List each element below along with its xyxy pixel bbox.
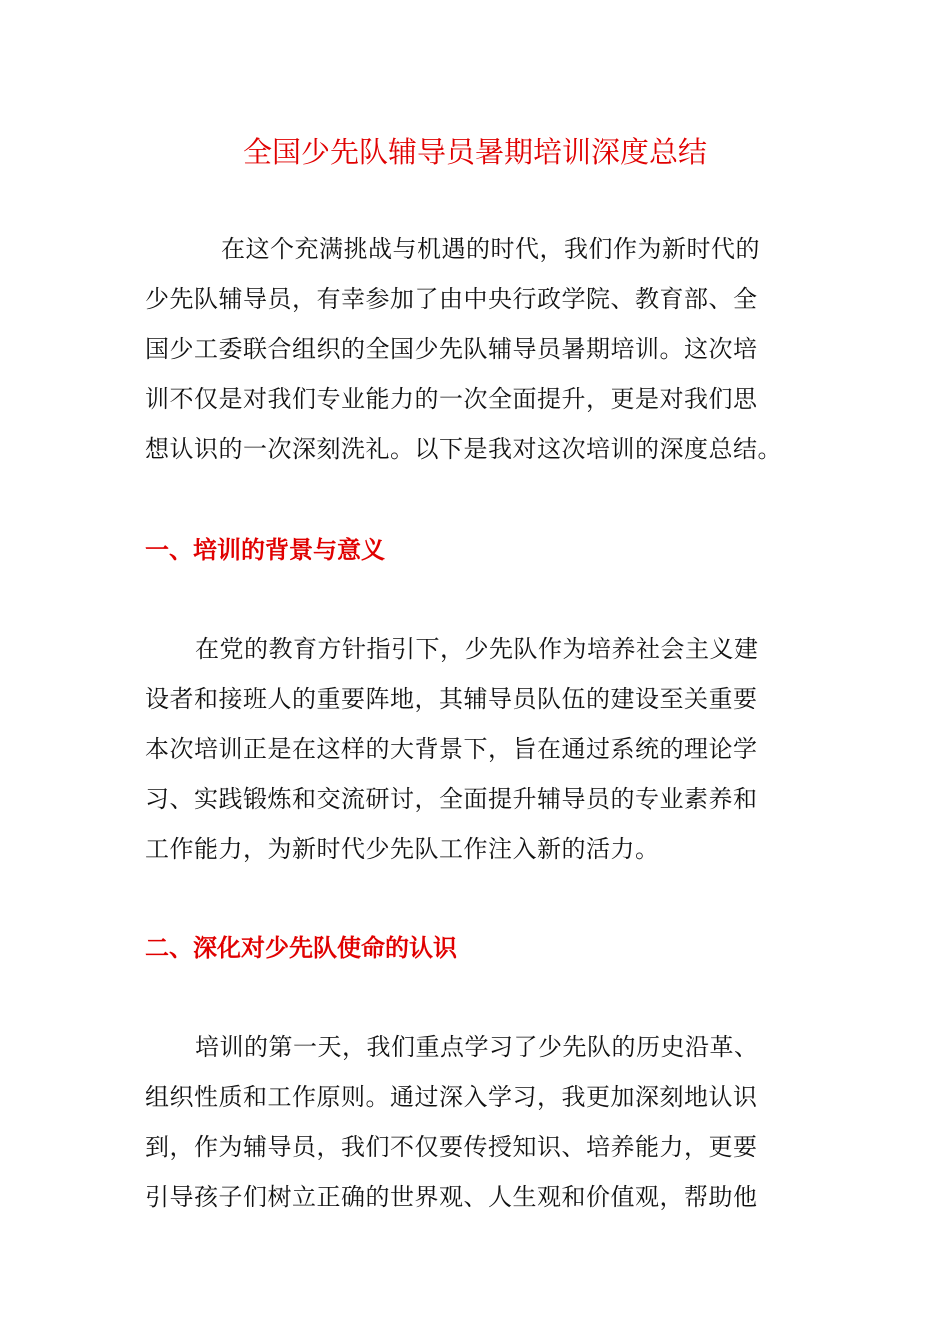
section-2-line-2: 组织性质和工作原则。通过深入学习，我更加深刻地认识 <box>145 1083 758 1111</box>
section-2-heading: 二、深化对少先队使命的认识 <box>145 934 457 962</box>
section-1-line-4: 习、实践锻炼和交流研讨，全面提升辅导员的专业素养和 <box>145 785 758 813</box>
section-1-line-1: 在党的教育方针指引下，少先队作为培养社会主义建 <box>195 635 759 663</box>
section-2-line-4: 引导孩子们树立正确的世界观、人生观和价值观，帮助他 <box>145 1183 758 1211</box>
intro-line-1: 在这个充满挑战与机遇的时代，我们作为新时代的 <box>221 235 760 263</box>
section-1-line-3: 本次培训正是在这样的大背景下，旨在通过系统的理论学 <box>145 735 758 763</box>
section-2-line-3: 到，作为辅导员，我们不仅要传授知识、培养能力，更要 <box>145 1133 758 1161</box>
intro-line-5: 想认识的一次深刻洗礼。以下是我对这次培训的深度总结。 <box>145 435 782 463</box>
section-1-line-5: 工作能力，为新时代少先队工作注入新的活力。 <box>145 835 660 863</box>
section-1-heading: 一、培训的背景与意义 <box>145 536 385 564</box>
section-1-paragraph <box>145 624 807 874</box>
section-1-line-2: 设者和接班人的重要阵地，其辅导员队伍的建设至关重要 <box>145 685 758 713</box>
document-title: 全国少先队辅导员暑期培训深度总结 <box>242 135 707 169</box>
intro-line-3: 国少工委联合组织的全国少先队辅导员暑期培训。这次培 <box>145 335 758 363</box>
intro-line-2: 少先队辅导员，有幸参加了由中央行政学院、教育部、全 <box>145 285 758 313</box>
section-2-paragraph <box>145 1022 807 1222</box>
section-2-line-1: 培训的第一天，我们重点学习了少先队的历史沿革、 <box>195 1033 759 1061</box>
intro-line-4: 训不仅是对我们专业能力的一次全面提升，更是对我们思 <box>145 385 758 413</box>
intro-paragraph <box>145 224 807 474</box>
